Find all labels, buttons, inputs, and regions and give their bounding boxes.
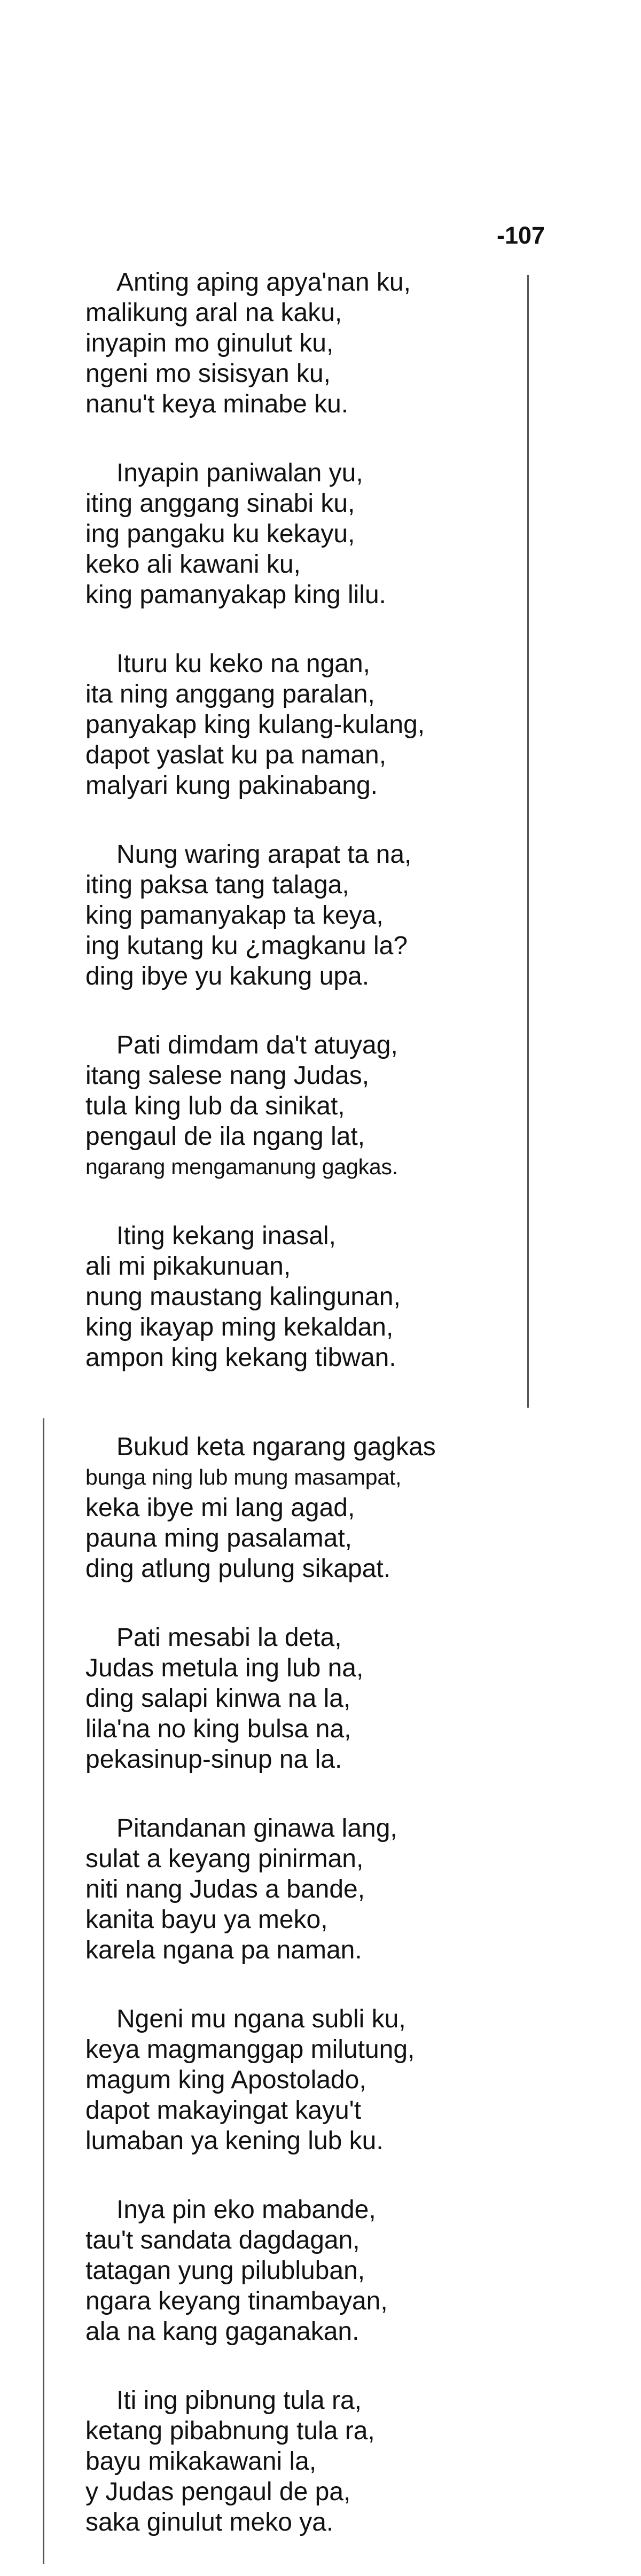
poem-line: nung maustang kalingunan, xyxy=(85,1283,401,1311)
poem-line: lumaban ya kening lub ku. xyxy=(85,2127,384,2155)
poem-line: inyapin mo ginulut ku, xyxy=(85,329,334,357)
poem-line: pauna ming pasalamat, xyxy=(85,1524,352,1552)
stanza xyxy=(85,1221,513,1373)
stanza xyxy=(85,2195,523,2347)
poem-line: itang salese nang Judas, xyxy=(85,1061,370,1090)
poem-line: ngeni mo sisisyan ku, xyxy=(85,360,331,388)
poem-line: king pamanyakap ta keya, xyxy=(85,901,384,930)
poem-line: Inya pin eko mabande, xyxy=(116,2196,376,2224)
poem-line: ngarang mengamanung gagkas. xyxy=(85,1154,398,1179)
poem-line: malikung aral na kaku, xyxy=(85,299,342,327)
poem-line: niti nang Judas a bande, xyxy=(85,1875,365,1903)
poem-line: tatagan yung pilubluban, xyxy=(85,2257,365,2285)
poem-line: pekasinup-sinup na la. xyxy=(85,1745,342,1774)
poem-line: Anting aping apya'nan ku, xyxy=(116,268,411,296)
poem-line: iting paksa tang talaga, xyxy=(85,871,349,899)
stanza xyxy=(85,2385,523,2538)
stanza xyxy=(85,839,513,992)
poem-line: king pamanyakap king lilu. xyxy=(85,581,386,609)
poem-line: Iting kekang inasal, xyxy=(116,1222,336,1250)
poem-line: ing kutang ku ¿magkanu la? xyxy=(85,932,408,960)
poem-line: Ngeni mu ngana subli ku, xyxy=(116,2005,406,2033)
right-margin-rule xyxy=(527,275,529,1408)
poem-line: Iti ing pibnung tula ra, xyxy=(116,2386,362,2415)
poem-line: ita ning anggang paralan, xyxy=(85,680,375,708)
poem-line: dapot makayingat kayu't xyxy=(85,2096,362,2125)
poem-line: saka ginulut meko ya. xyxy=(85,2508,334,2536)
poem-line: keko ali kawani ku, xyxy=(85,550,301,579)
poem-line: king ikayap ming kekaldan, xyxy=(85,1313,394,1341)
poem-line: bayu mikakawani la, xyxy=(85,2447,317,2476)
top-poem-column xyxy=(85,267,513,1411)
page-number: -107 xyxy=(497,222,545,249)
stanza xyxy=(85,1813,523,1965)
poem-line: nanu't keya minabe ku. xyxy=(85,390,349,418)
poem-line: iting anggang sinabi ku, xyxy=(85,489,355,518)
bottom-poem-column xyxy=(85,1432,523,2576)
poem-line: karela ngana pa naman. xyxy=(85,1936,362,1964)
poem-line: ketang pibabnung tula ra, xyxy=(85,2417,375,2445)
stanza xyxy=(85,458,513,610)
poem-line: keka ibye mi lang agad, xyxy=(85,1494,355,1522)
poem-line: ding atlung pulung sikapat. xyxy=(85,1555,391,1583)
poem-line: ngara keyang tinambayan, xyxy=(85,2287,388,2315)
poem-line: pengaul de ila ngang lat, xyxy=(85,1122,365,1151)
poem-line: tula king lub da sinikat, xyxy=(85,1092,345,1120)
poem-line: kanita bayu ya meko, xyxy=(85,1906,328,1934)
poem-line: ding ibye yu kakung upa. xyxy=(85,962,370,990)
poem-line: lila'na no king bulsa na, xyxy=(85,1715,351,1743)
poem-line: sulat a keyang pinirman, xyxy=(85,1845,364,1873)
poem-line: tau't sandata dagdagan, xyxy=(85,2226,360,2254)
stanza xyxy=(85,649,513,801)
poem-line: Ituru ku keko na ngan, xyxy=(116,650,370,678)
poem-line: ali mi pikakunuan, xyxy=(85,1252,291,1281)
poem-line: ing pangaku ku kekayu, xyxy=(85,520,355,548)
poem-line: Pitandanan ginawa lang, xyxy=(116,1814,397,1843)
poem-line: Bukud keta ngarang gagkas xyxy=(116,1433,436,1461)
stanza xyxy=(85,1622,523,1775)
poem-line: keya magmanggap milutung, xyxy=(85,2035,415,2064)
stanza xyxy=(85,267,513,419)
poem-line: Pati dimdam da't atuyag, xyxy=(116,1031,398,1059)
poem-line: y Judas pengaul de pa, xyxy=(85,2478,351,2506)
poem-line: Pati mesabi la deta, xyxy=(116,1623,342,1652)
poem-line: dapot yaslat ku pa naman, xyxy=(85,741,387,769)
poem-line: ala na kang gaganakan. xyxy=(85,2317,359,2346)
poem-line: Judas metula ing lub na, xyxy=(85,1654,364,1682)
poem-line: malyari kung pakinabang. xyxy=(85,771,378,800)
poem-line: bunga ning lub mung masampat, xyxy=(85,1465,402,1489)
poem-line: Nung waring arapat ta na, xyxy=(116,840,412,869)
stanza xyxy=(85,1432,523,1584)
poem-line: panyakap king kulang-kulang, xyxy=(85,711,425,739)
poem-line: ding salapi kinwa na la, xyxy=(85,1684,351,1713)
stanza xyxy=(85,2004,523,2156)
stanza xyxy=(85,1030,513,1182)
poem-line: magum king Apostolado, xyxy=(85,2066,366,2094)
left-margin-rule xyxy=(43,1418,44,2564)
poem-line: Inyapin paniwalan yu, xyxy=(116,459,363,487)
poem-line: ampon king kekang tibwan. xyxy=(85,1344,396,1372)
